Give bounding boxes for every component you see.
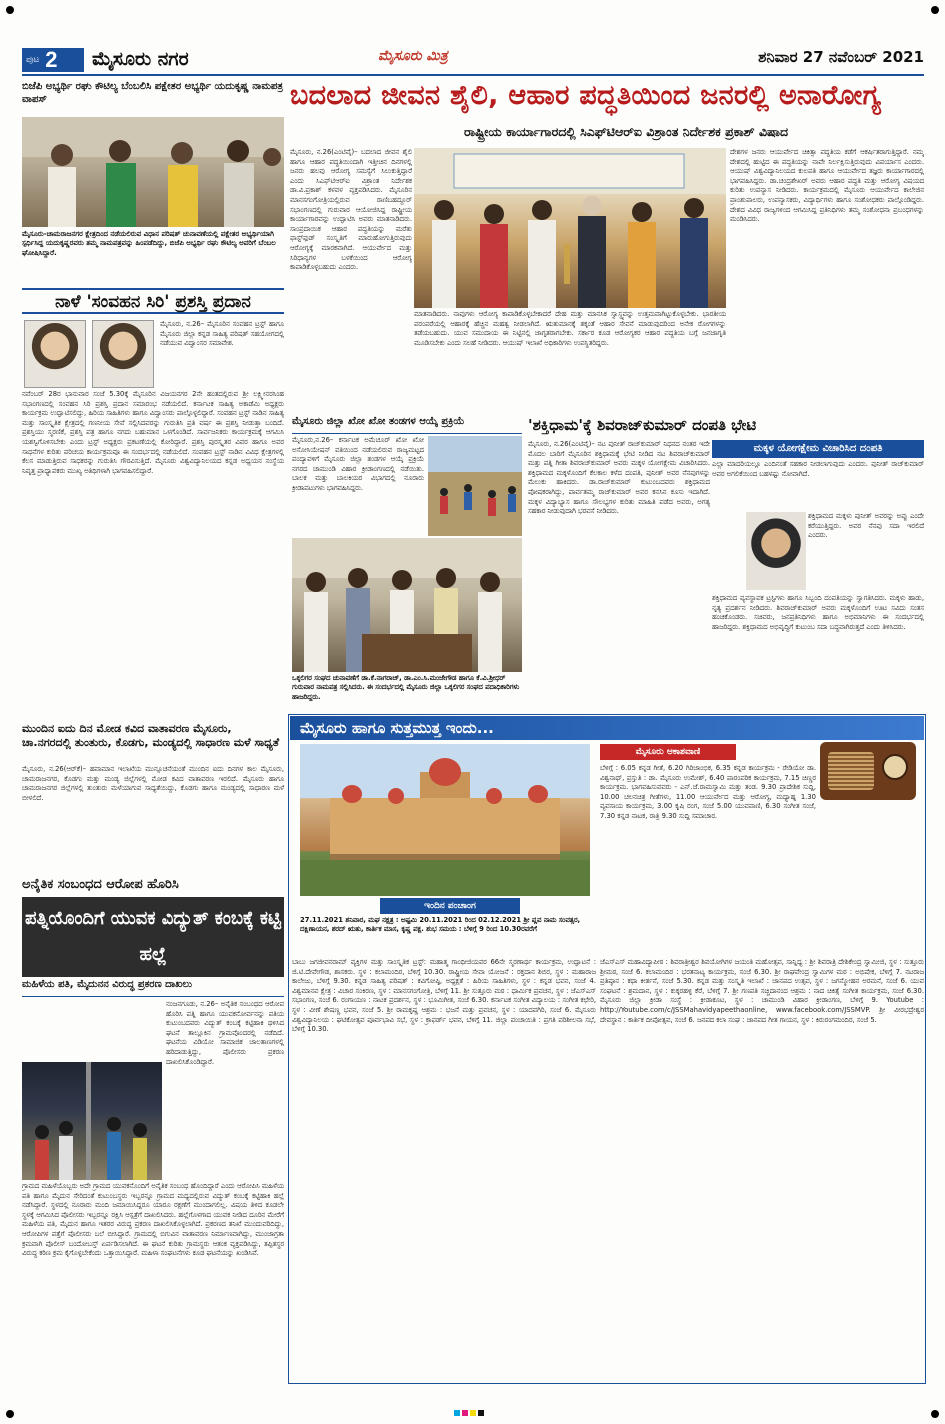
photo-players-icon xyxy=(428,436,522,536)
weather-article-text: ಮೈಸೂರು, ನ.26(ಆರ್‌ಕೆ)– ಹವಾಮಾನ ಇಲಾಖೆಯ ಮುನ್ಸೂಚನೆಯಂತೆ ಮುಂದಿನ ಐದು ದಿನಗಳ ಕಾಲ ಮೈಸೂರು, ಚಾಮರಾಜನಗರ, ಕೊಡಗು ಮತ್ತು ಮಂಡ್ಯ ಜಿಲ್ಲೆಗಳಲ್ಲಿ ಮೋಡ ಕವಿದ ವಾತಾವರಣ ಇರಲಿದೆ. ಮೈಸೂರು ಹಾಗೂ ಚಾಮರಾಜನಗರ ಜಿಲ್ಲೆಗಳಲ್ಲಿ ತುಂತುರು ಮಳೆಯಾಗುವ ಸಾಧ್ಯತೆಯಿದ್ದು, ಕೊಡಗು ಹಾಗೂ ಮಂಡ್ಯದಲ್ಲಿ ಸಾಧಾರಣ ಮಳೆ ಬೀಳಲಿದೆ. xyxy=(22,765,284,802)
page-label: ಪುಟ xyxy=(26,55,40,65)
weather-headline: ಮುಂದಿನ ಐದು ದಿನ ಮೋಡ ಕವಿದ ವಾತಾವರಣ ಮೈಸೂರು, ಚಾ.ನಗರದಲ್ಲಿ ತುಂತುರು, ಕೊಡಗು, ಮಂಡ್ಯದಲ್ಲಿ ಸಾಧಾರಣ ಮಳೆ ಸಾಧ್ಯತೆ xyxy=(22,722,280,749)
shaktidhama-headline: 'ಶಕ್ತಿಧಾಮ'ಕ್ಕೆ ಶಿವರಾಜ್‌ಕುಮಾರ್ ದಂಪತಿ ಭೇಟಿ xyxy=(528,416,757,434)
shaktidhama-article-col3: ಶಕ್ತಿಧಾಮದ ಮಕ್ಕಳು ಪುನೀತ್ ಅವರನ್ನು ಅಪ್ಪು ಎಂದೇ ಕರೆಯುತ್ತಿದ್ದರು. ಅವರ ನೆನಪು ಸದಾ ಇರಲಿದೆ ಎಂದರು. xyxy=(808,512,924,540)
news-photo-sports-ground xyxy=(428,436,522,536)
photo-crowd-icon xyxy=(22,1062,162,1180)
mysore-today-banner: ಮೈಸೂರು ಹಾಗೂ ಸುತ್ತಮುತ್ತ ಇಂದು... xyxy=(290,716,924,740)
shaktidhama-article-col2: ಎಲ್ಲಾ ಮಾದರಿಯಲ್ಲೂ ಎಂದಿನಂತೆ ಸಹಕಾರ ನೀಡಲಾಗುವುದು ಎಂದರು. ಪುನೀತ್ ರಾಜ್‌ಕುಮಾರ್ ಅವರ ಅಗಲಿಕೆಯಿಂದ ಬಹಳಷ್ಟು ನೋವಾಗಿದೆ. xyxy=(712,460,924,478)
paper-name: ಮೈಸೂರು ಮಿತ್ರ xyxy=(378,48,448,64)
panchanga-title: ಇಂದಿನ ಪಂಚಾಂಗ xyxy=(380,898,520,914)
events-listing-col2: ಜೆಎಸ್‌ಎಸ್ ಮಹಾವಿದ್ಯಾಪೀಠ : ಶಿವರಾತ್ರೀಶ್ವರ ಶಿವಯೋಗಿಗಳ ಜಯಂತಿ ಮಹೋತ್ಸವ, ಸಾನ್ನಿಧ್ಯ : ಶ್ರೀ ಶಿವರಾತ್ರಿ ದೇಶಿಕೇಂದ್ರ ಸ್ವಾಮೀಜಿ, ಸ್ಥಳ : ಸುತ್ತೂರು ಶ್ರೀಮಠ, ಸಂಜೆ 6. ಕಲಾಮಂದಿರ : ಭರತನಾಟ್ಯ ಕಾರ್ಯಕ್ರಮ, ಸಂಜೆ 6.30. ಶ್ರೀ ರಾಘವೇಂದ್ರ ಸ್ವಾಮಿಗಳ ಮಠ : ಅಭಿಷೇಕ, ಬೆಳಿಗ್ಗೆ 7. ನಟರಾಜ ಪ್ರತಿಷ್ಠಾನ : ಕಥಾ ಕೀರ್ತನೆ, ಸಂಜೆ 5.30. ಕನ್ನಡ ಮತ್ತು ಸಂಸ್ಕೃತಿ ಇಲಾಖೆ : ಜಾನಪದ ಉತ್ಸವ, ಸ್ಥಳ : ಜಗನ್ಮೋಹನ ಅರಮನೆ, ಸಂಜೆ 6. ಯುವ ಸಂಘಟನೆ : ಶ್ರಮದಾನ, ಸ್ಥಳ : ಕುಕ್ಕರಹಳ್ಳಿ ಕೆರೆ, ಬೆಳಿಗ್ಗೆ 7. ಶ್ರೀ ಗಣಪತಿ ಸಚ್ಚಿದಾನಂದ ಆಶ್ರಮ : ನಾದ ಚಿಕಿತ್ಸೆ ಸಂಗೀತ ಕಾರ್ಯಕ್ರಮ, ಸಂಜೆ 6.30. ಮೈಸೂರು ಜಿಲ್ಲಾ ಕ್ರೀಡಾ ಸಂಸ್ಥೆ : ಕ್ರೀಡಾಕೂಟ, ಸ್ಥಳ : ಚಾಮುಂಡಿ ವಿಹಾರ ಕ್ರೀಡಾಂಗಣ, ಬೆಳಿಗ್ಗೆ 9. Youtube : http://Youtube.com/c/JSSMahavidyapeethaonline, www.facebook.com/JSSMVP. ಶ್ರೀ ವೀರಭದ್ರೇಶ್ವರ ದೇವಸ್ಥಾನ : ಕಾರ್ತಿಕ ದೀಪೋತ್ಸವ, ಸಂಜೆ 6. ಜನಪದ ಕಲಾ ಸಂಘ : ಜಾನಪದ ಗೀತ ಗಾಯನ, ಸ್ಥಳ : ಕಿರುರಂಗಮಂದಿರ, ಸಂಜೆ 5. xyxy=(600,958,924,1024)
events-listing-col1: ಬಾಬು ಜಗಜೀವನರಾಮ್ ವ್ಯಕ್ತಿಗಳ ಮತ್ತು ಸಾಂಸ್ಕೃತಿಕ ಟ್ರಸ್ಟ್: ಮಹಾತ್ಮ ಗಾಂಧೀಜಿಯವರ 66ನೇ ಸ್ಮರಣಾರ್ಥ ಕಾರ್ಯಕ್ರಮ, ಉದ್ಘಾಟನೆ : ಜಿ.ಟಿ.ದೇವೇಗೌಡ, ಶಾಸಕರು. ಸ್ಥಳ : ಕಲಾಮಂದಿರ, ಬೆಳಿಗ್ಗೆ 10.30. ರಾಷ್ಟ್ರೀಯ ಸೇವಾ ಯೋಜನೆ : ರಕ್ತದಾನ ಶಿಬಿರ, ಸ್ಥಳ : ಮಹಾರಾಜ ಕಾಲೇಜು, ಬೆಳಿಗ್ಗೆ 9.30. ಕನ್ನಡ ಸಾಹಿತ್ಯ ಪರಿಷತ್ : ಕವಿಗೋಷ್ಠಿ, ಅಧ್ಯಕ್ಷತೆ : ಹಿರಿಯ ಸಾಹಿತಿಗಳು, ಸ್ಥಳ : ಕನ್ನಡ ಭವನ, ಸಂಜೆ 4. ವಿಶ್ವಮಾನವ ಕ್ಷೇತ್ರ : ವಿಚಾರ ಸಂಕಿರಣ, ಸ್ಥಳ : ಮಾನಸಗಂಗೋತ್ರಿ, ಬೆಳಿಗ್ಗೆ 11. ಶ್ರೀ ಸುತ್ತೂರು ಮಠ : ಧಾರ್ಮಿಕ ಪ್ರವಚನ, ಸ್ಥಳ : ಜೆಎಸ್‌ಎಸ್ ಸಭಾಂಗಣ, ಸಂಜೆ 6. ರಂಗಾಯಣ : ನಾಟಕ ಪ್ರದರ್ಶನ, ಸ್ಥಳ : ಭೂಮಿಗೀತ, ಸಂಜೆ 6.30. ಕರ್ನಾಟಕ ಸಂಗೀತ ವಿದ್ಯಾಲಯ : ಸಂಗೀತ ಕಛೇರಿ, ಸ್ಥಳ : ವೀಣೆ ಶೇಷಣ್ಣ ಭವನ, ಸಂಜೆ 5. ಶ್ರೀ ರಾಮಕೃಷ್ಣ ಆಶ್ರಮ : ಭಜನೆ ಮತ್ತು ಪ್ರವಚನ, ಸ್ಥಳ : ಯಾದವಗಿರಿ, ಸಂಜೆ 6. ಮೈಸೂರು ವಿಶ್ವವಿದ್ಯಾನಿಲಯ : ಘಟಿಕೋತ್ಸವ ಪೂರ್ವಭಾವಿ ಸಭೆ, ಸ್ಥಳ : ಕ್ರಾಫರ್ಡ್ ಭವನ, ಬೆಳಿಗ್ಗೆ 11. ಜಿಲ್ಲಾ ಪಂಚಾಯಿತಿ : ಪ್ರಗತಿ ಪರಿಶೀಲನಾ ಸಭೆ, ಬೆಳಿಗ್ಗೆ 10.30. xyxy=(292,958,596,1034)
portrait-photo-actor xyxy=(746,512,806,590)
page-number: 2 xyxy=(45,47,58,72)
shaktidhama-article-col1: ಮೈಸೂರು, ನ.26(ಎಂಟಿವೈ)– ನಟ ಪುನೀತ್ ರಾಜ್‌ಕುಮಾರ್ ನಿಧನದ ನಂತರ ಇದೇ ಮೊದಲ ಬಾರಿಗೆ ಮೈಸೂರಿನ ಶಕ್ತಿಧಾಮಕ್ಕೆ ಭೇಟಿ ನೀಡಿದ ನಟ ಶಿವರಾಜ್‌ಕುಮಾರ್ ಮತ್ತು ಪತ್ನಿ ಗೀತಾ ಶಿವರಾಜ್‌ಕುಮಾರ್ ಅವರು ಮಕ್ಕಳ ಯೋಗಕ್ಷೇಮ ವಿಚಾರಿಸಿದರು. ಶಕ್ತಿಧಾಮದ ಮಕ್ಕಳೊಂದಿಗೆ ಕೆಲಕಾಲ ಕಳೆದ ದಂಪತಿ, ಪುನೀತ್ ಅವರ ನೆನಪುಗಳನ್ನು ಮೆಲುಕು ಹಾಕಿದರು. ಡಾ.ರಾಜ್‌ಕುಮಾರ್ ಕುಟುಂಬದವರು ಶಕ್ತಿಧಾಮದ ಪೋಷಕರಾಗಿದ್ದು, ಪಾರ್ವತಮ್ಮ ರಾಜ್‌ಕುಮಾರ್ ಅವರ ಕನಸಿನ ಕೂಸು ಇದಾಗಿದೆ. ಮಕ್ಕಳ ವಿದ್ಯಾಭ್ಯಾಸ ಹಾಗೂ ಸೌಲಭ್ಯಗಳ ಕುರಿತು ಮಾಹಿತಿ ಪಡೆದ ಅವರು, ಅಗತ್ಯ ಸಹಕಾರ ನೀಡುವುದಾಗಿ ಭರವಸೆ ನೀಡಿದರು. xyxy=(528,440,710,516)
cmyk-mark-black xyxy=(478,1410,484,1416)
photo-dignitaries-icon xyxy=(414,148,726,308)
main-headline: ಬದಲಾದ ಜೀವನ ಶೈಲಿ, ಆಹಾರ ಪದ್ಧತಿಯಿಂದ ಜನರಲ್ಲಿ ಅನಾರೋಗ್ಯ xyxy=(290,80,882,111)
radio-schedule-text: ಬೆಳಿಗ್ಗೆ : 6.05 ಕನ್ನಡ ಗೀತೆ, 6.20 ಗಿರಿಜಾಂಭಿಕ, 6.35 ಕನ್ನಡ ಕಾರ್ಯಕ್ರಮ - ರೇಡಿಯೋ ಡಾ. ವಿಶ್ವನಾಥ್, ಪ್ರಸ್ತುತಿ : ಡಾ. ಮೈಸೂರು ಉಮೇಶ್, 6.40 ಪಾರಂಪರಿಕ ಕಾರ್ಯಕ್ರಮ, 7.15 ಚಿಣ್ಣರ ಕಾರ್ಯಕ್ರಮ. ಭಾಗವಹಿಸುವವರು - ಎನ್.ಜೆ.ರಾಮಸ್ವಾಮಿ ಮತ್ತು ತಂಡ. 9.30 ಪ್ರಾದೇಶಿಕ ಸುದ್ದಿ, 10.00 ಚಲನಚಿತ್ರ ಗೀತೆಗಳು, 11.00 ಆಯುರ್ವೇದ ಮತ್ತು ಆರೋಗ್ಯ, ಮಧ್ಯಾಹ್ನ 1.30 ವ್ಯವಸಾಯ ಕಾರ್ಯಕ್ರಮ, 3.00 ಕೃಷಿ ರಂಗ, ಸಂಜೆ 5.00 ಯುವವಾಣಿ, 6.30 ಸಂಗೀತ ಸಂಜೆ, 7.30 ಕನ್ನಡ ನಾಟಕ, ರಾತ್ರಿ 9.30 ಸುದ್ದಿ ಸಮಾಚಾರ. xyxy=(600,764,816,820)
assault-article-text: ಗ್ರಾಮದ ಮಹಿಳೆಯೊಬ್ಬರು ಅದೇ ಗ್ರಾಮದ ಯುವಕನೊಂದಿಗೆ ಅನೈತಿಕ ಸಂಬಂಧ ಹೊಂದಿದ್ದಾರೆ ಎಂದು ಆರೋಪಿಸಿ ಮಹಿಳೆಯ ಪತಿ ಹಾಗೂ ಮೈದುನ ಸೇರಿದಂತೆ ಕುಟುಂಬಸ್ಥರು ಇಬ್ಬರನ್ನೂ ಗ್ರಾಮದ ಮಧ್ಯದಲ್ಲಿರುವ ವಿದ್ಯುತ್ ಕಂಬಕ್ಕೆ ಕಟ್ಟಿಹಾಕಿ ಹಲ್ಲೆ ನಡೆಸಿದ್ದಾರೆ. ಸ್ಥಳದಲ್ಲಿ ನೂರಾರು ಮಂದಿ ಜಮಾಯಿಸಿದ್ದರೂ ಯಾರೂ ರಕ್ಷಣೆಗೆ ಮುಂದಾಗಲಿಲ್ಲ. ವಿಷಯ ತಿಳಿದ ಕೂಡಲೇ ಸ್ಥಳಕ್ಕೆ ಆಗಮಿಸಿದ ಪೊಲೀಸರು ಇಬ್ಬರನ್ನೂ ರಕ್ಷಿಸಿ ಆಸ್ಪತ್ರೆಗೆ ದಾಖಲಿಸಿದರು. ಹಲ್ಲೆಗೊಳಗಾದ ಯುವಕ ನೀಡಿದ ದೂರಿನ ಮೇರೆಗೆ ಮಹಿಳೆಯ ಪತಿ, ಮೈದುನ ಹಾಗೂ ಇತರರ ವಿರುದ್ಧ ಪ್ರಕರಣ ದಾಖಲಿಸಿಕೊಳ್ಳಲಾಗಿದೆ. ಪ್ರಕರಣದ ತನಿಖೆ ಮುಂದುವರಿದಿದ್ದು, ಆರೋಪಿಗಳ ಪತ್ತೆಗೆ ಪೊಲೀಸರು ಬಲೆ ಬೀಸಿದ್ದಾರೆ. ಗ್ರಾಮದಲ್ಲಿ ಬಿಗುವಿನ ವಾತಾವರಣ ನಿರ್ಮಾಣವಾಗಿದ್ದು, ಮುಂಜಾಗ್ರತಾ ಕ್ರಮವಾಗಿ ಪೊಲೀಸ್ ಬಂದೋಬಸ್ತ್ ಏರ್ಪಡಿಸಲಾಗಿದೆ. ಈ ಘಟನೆ ಕುರಿತು ಗ್ರಾಮಸ್ಥರು ಆತಂಕ ವ್ಯಕ್ತಪಡಿಸಿದ್ದು, ತಪ್ಪಿತಸ್ಥರ ವಿರುದ್ಧ ಕಠಿಣ ಕ್ರಮ ಕೈಗೊಳ್ಳಬೇಕೆಂದು ಒತ್ತಾಯಿಸಿದ್ದಾರೆ. ಮಹಿಳಾ ಸಂಘಟನೆಗಳು ಕೂಡ ಘಟನೆಯನ್ನು ಖಂಡಿಸಿವೆ. xyxy=(22,1182,284,1258)
photo-figures-icon xyxy=(22,117,284,227)
assault-kicker: ಅನೈತಿಕ ಸಂಬಂಧದ ಆರೋಪ ಹೊರಿಸಿ xyxy=(22,877,179,892)
news-photo-crowd xyxy=(22,1062,162,1180)
awards-article-text: ನವೆಂಬರ್ 28ರ ಭಾನುವಾರ ಸಂಜೆ 5.30ಕ್ಕೆ ಮೈಸೂರಿನ ವಿಜಯನಗರ 2ನೇ ಹಂತದಲ್ಲಿರುವ ಶ್ರೀ ಲಕ್ಷ್ಮೀನರಸಿಂಹ ಸಭಾಂಗಣದಲ್ಲಿ ಸಂವಹನ ಸಿರಿ ಪ್ರಶಸ್ತಿ ಪ್ರದಾನ ಸಮಾರಂಭ ನಡೆಯಲಿದೆ. ಕರ್ನಾಟಕ ಸಾಹಿತ್ಯ ಅಕಾಡೆಮಿ ಅಧ್ಯಕ್ಷರು ಕಾರ್ಯಕ್ರಮ ಉದ್ಘಾಟಿಸಲಿದ್ದು, ಹಿರಿಯ ಸಾಹಿತಿಗಳು ಹಾಗೂ ವಿದ್ವಾಂಸರು ಪಾಲ್ಗೊಳ್ಳಲಿದ್ದಾರೆ. ಸಂವಹನ ಟ್ರಸ್ಟ್ ನಾಡಿನ ಸಾಹಿತ್ಯ ಮತ್ತು ಸಾಂಸ್ಕೃತಿಕ ಕ್ಷೇತ್ರದಲ್ಲಿ ಗಣನೀಯ ಸೇವೆ ಸಲ್ಲಿಸಿದವರನ್ನು ಗುರುತಿಸಿ ಪ್ರತಿ ವರ್ಷ ಈ ಪ್ರಶಸ್ತಿ ನೀಡುತ್ತಾ ಬಂದಿದೆ. ಪ್ರಶಸ್ತಿಯು ಸ್ಮರಣಿಕೆ, ಪ್ರಶಸ್ತಿ ಪತ್ರ ಹಾಗೂ ನಗದು ಬಹುಮಾನ ಒಳಗೊಂಡಿದೆ. ಸಾರ್ವಜನಿಕರು ಕಾರ್ಯಕ್ರಮಕ್ಕೆ ಆಗಮಿಸಿ ಯಶಸ್ವಿಗೊಳಿಸಬೇಕು ಎಂದು ಟ್ರಸ್ಟ್ ಅಧ್ಯಕ್ಷರು ಪ್ರಕಟಣೆಯಲ್ಲಿ ಕೋರಿದ್ದಾರೆ. ಪ್ರಶಸ್ತಿ ಪುರಸ್ಕೃತರ ವಿವರ ಹಾಗೂ ಅವರ ಸಾಧನೆಗಳ ಕುರಿತು ಪರಿಚಯ ಕಾರ್ಯಕ್ರಮವೂ ಈ ಸಂದರ್ಭದಲ್ಲಿ ನಡೆಯಲಿದೆ. ಸಂವಹನ ಟ್ರಸ್ಟ್ ನಾಡಿನ ವಿವಿಧ ಕ್ಷೇತ್ರಗಳಲ್ಲಿ ಕೆಲಸ ಮಾಡುತ್ತಿರುವ ಸಾಧಕರನ್ನು ಗುರುತಿಸಿ ಗೌರವಿಸುತ್ತಿದೆ. ಮೈಸೂರು ವಿಶ್ವವಿದ್ಯಾನಿಲಯದ ಕನ್ನಡ ಅಧ್ಯಯನ ಸಂಸ್ಥೆಯ ನಿವೃತ್ತ ಪ್ರಾಧ್ಯಾಪಕರು ಮುಖ್ಯ ಅತಿಥಿಗಳಾಗಿ ಭಾಗವಹಿಸಲಿದ್ದಾರೆ. xyxy=(22,390,284,475)
dateline: ಶನಿವಾರ 27 ನವೆಂಬರ್ 2021 xyxy=(758,48,924,66)
palace-icon xyxy=(300,744,590,896)
khokho-article-text: ಮೈಸೂರು,ನ.26– ಕರ್ನಾಟಕ ಅಮೆಚೂರ್ ಖೋ ಖೋ ಅಸೋಸಿಯೇಷನ್ ವತಿಯಿಂದ ನಡೆಯಲಿರುವ ರಾಜ್ಯಮಟ್ಟದ ಪಂದ್ಯಾವಳಿಗೆ ಮೈಸೂರು ಜಿಲ್ಲಾ ತಂಡಗಳ ಆಯ್ಕೆ ಪ್ರಕ್ರಿಯೆ ನಗರದ ಚಾಮುಂಡಿ ವಿಹಾರ ಕ್ರೀಡಾಂಗಣದಲ್ಲಿ ನಡೆಯಿತು. ಬಾಲಕ ಮತ್ತು ಬಾಲಕಿಯರ ವಿಭಾಗದಲ್ಲಿ ನೂರಾರು ಕ್ರೀಡಾಪಟುಗಳು ಭಾಗವಹಿಸಿದ್ದರು. xyxy=(292,436,424,492)
radio-icon xyxy=(820,742,916,800)
cmyk-mark-yellow xyxy=(470,1410,476,1416)
news-photo-workshop xyxy=(414,148,726,308)
khokho-headline: ಮೈಸೂರು ಜಿಲ್ಲಾ ಖೋ ಖೋ ತಂಡಗಳ ಆಯ್ಕೆ ಪ್ರಕ್ರಿಯೆ xyxy=(292,416,522,434)
cmyk-mark-magenta xyxy=(462,1410,468,1416)
registration-mark xyxy=(6,6,14,14)
registration-mark xyxy=(931,6,939,14)
main-article-col2: ಮಾತನಾಡಿದರು. ನಾವುಗಳು ಆರೋಗ್ಯ ಕಾಪಾಡಿಕೊಳ್ಳಬೇಕಾದರೆ ದೇಹ ಮತ್ತು ಮಾನಸಿಕ ಸ್ವಾಸ್ಥ್ಯವನ್ನು ಉತ್ತಮವಾಗಿಟ್ಟುಕೊಳ್ಳಬೇಕು. ಭಾರತೀಯ ಪರಂಪರೆಯಲ್ಲಿ ಆಹಾರಕ್ಕೆ ಹೆಚ್ಚಿನ ಮಹತ್ವ ನೀಡಲಾಗಿದೆ. ಋತುಮಾನಕ್ಕೆ ತಕ್ಕಂತೆ ಆಹಾರ ಸೇವನೆ ಮಾಡುವುದರಿಂದ ಅನೇಕ ರೋಗಗಳನ್ನು ತಡೆಯಬಹುದು. ಯುವ ಸಮುದಾಯ ಈ ನಿಟ್ಟಿನಲ್ಲಿ ಜಾಗೃತರಾಗಬೇಕು. ಸರ್ಕಾರ ಕೂಡ ಆರೋಗ್ಯಕರ ಆಹಾರ ಪದ್ಧತಿಯ ಬಗ್ಗೆ ಜನಜಾಗೃತಿ ಮೂಡಿಸಬೇಕು ಎಂದು ಸಲಹೆ ನೀಡಿದರು. ಆಯುಷ್ ಇಲಾಖೆ ಅಧಿಕಾರಿಗಳು ಉಪಸ್ಥಿತರಿದ್ದರು. xyxy=(414,310,726,347)
cmyk-mark-cyan xyxy=(454,1410,460,1416)
section-name: ಮೈಸೂರು ನಗರ xyxy=(92,48,189,70)
news-photo-candidates xyxy=(22,117,284,227)
main-article-col3: ದೇಶಗಳ ಜನರು ಆಯುರ್ವೇದ ಚಿಕಿತ್ಸಾ ಪದ್ಧತಿಯ ಕಡೆಗೆ ಆಕರ್ಷಿತರಾಗುತ್ತಿದ್ದಾರೆ. ನಮ್ಮ ದೇಶದಲ್ಲಿ ಹುಟ್ಟಿದ ಈ ಪದ್ಧತಿಯನ್ನು ನಾವೇ ನಿರ್ಲಕ್ಷಿಸುತ್ತಿರುವುದು ವಿಪರ್ಯಾಸ ಎಂದರು. ಆಯುಷ್ ವಿಶ್ವವಿದ್ಯಾನಿಲಯದ ಕುಲಪತಿ ಹಾಗೂ ಆಯುರ್ವೇದ ತಜ್ಞರು ಕಾರ್ಯಾಗಾರದಲ್ಲಿ ಭಾಗವಹಿಸಿದ್ದರು. ಡಾ.ಚಂದ್ರಶೇಖರ್ ಅವರು ಆಹಾರ ಪದ್ಧತಿ ಮತ್ತು ಆರೋಗ್ಯ ವಿಷಯದ ಕುರಿತು ಉಪನ್ಯಾಸ ನೀಡಿದರು. ಕಾರ್ಯಕ್ರಮದಲ್ಲಿ ಮೈಸೂರು ಆಯುರ್ವೇದ ಕಾಲೇಜಿನ ಪ್ರಾಂಶುಪಾಲರು, ಉಪನ್ಯಾಸಕರು, ವಿದ್ಯಾರ್ಥಿಗಳು ಹಾಗೂ ಸಂಶೋಧಕರು ಪಾಲ್ಗೊಂಡಿದ್ದರು. ದೇಶದ ವಿವಿಧ ರಾಜ್ಯಗಳಿಂದ ಆಗಮಿಸಿದ್ದ ಪ್ರತಿನಿಧಿಗಳು ತಮ್ಮ ಸಂಶೋಧನಾ ಪ್ರಬಂಧಗಳನ್ನು ಮಂಡಿಸಿದರು. xyxy=(730,148,924,224)
left-kicker-headline: ಬಿಜೆಪಿ ಅಭ್ಯರ್ಥಿ ರಘು ಕೌಟಿಲ್ಯ ಬೆಂಬಲಿಸಿ ಪಕ್ಷೇತರ ಅಭ್ಯರ್ಥಿ ಯದುಕೃಷ್ಣ ನಾಮಪತ್ರ ವಾಪಸ್ xyxy=(22,81,283,105)
radio-dial-icon xyxy=(882,754,908,780)
registration-mark xyxy=(931,1410,939,1418)
assault-headline: ಪತ್ನಿಯೊಂದಿಗೆ ಯುವಕ ವಿದ್ಯುತ್ ಕಂಬಕ್ಕೆ ಕಟ್ಟಿ ಹಲ್ಲೆ xyxy=(22,897,284,977)
main-article-col1: ಮೈಸೂರು, ನ.26(ಎಂಟಿವೈ)– ಬದಲಾದ ಜೀವನ ಶೈಲಿ ಹಾಗೂ ಆಹಾರ ಪದ್ಧತಿಯಿಂದಾಗಿ ಇತ್ತೀಚಿನ ದಿನಗಳಲ್ಲಿ ಜನರು ಹಲವು ಆರೋಗ್ಯ ಸಮಸ್ಯೆಗೆ ಸಿಲುಕುತ್ತಿದ್ದಾರೆ ಎಂದು ಸಿಎಫ್‌ಟಿಆರ್‌ಐ ವಿಶ್ರಾಂತ ನಿರ್ದೇಶಕ ಡಾ.ವಿ.ಪ್ರಕಾಶ್ ಕಳವಳ ವ್ಯಕ್ತಪಡಿಸಿದರು. ಮೈಸೂರಿನ ಮಾನಸಗಂಗೋತ್ರಿಯಲ್ಲಿರುವ ರಾಣಿಬಹದ್ದೂರ್ ಸಭಾಂಗಣದಲ್ಲಿ ಗುರುವಾರ ಆಯೋಜಿಸಿದ್ದ ರಾಷ್ಟ್ರೀಯ ಕಾರ್ಯಾಗಾರವನ್ನು ಉದ್ಘಾಟಿಸಿ ಅವರು ಮಾತನಾಡಿದರು. ಸಾಂಪ್ರದಾಯಿಕ ಆಹಾರ ಪದ್ಧತಿಯನ್ನು ಮರೆತು ಫಾಸ್ಟ್‌ಫುಡ್ ಸಂಸ್ಕೃತಿಗೆ ಮಾರುಹೋಗುತ್ತಿರುವುದು ಆರೋಗ್ಯಕ್ಕೆ ಮಾರಕವಾಗಿದೆ. ಆಯುರ್ವೇದ ಮತ್ತು ಸಿರಿಧಾನ್ಯಗಳ ಬಳಕೆಯಿಂದ ಆರೋಗ್ಯ ಕಾಪಾಡಿಕೊಳ್ಳಬಹುದು ಎಂದರು. xyxy=(290,148,412,272)
awards-headline: ನಾಳೆ 'ಸಂವಹನ ಸಿರಿ' ಪ್ರಶಸ್ತಿ ಪ್ರದಾನ xyxy=(22,288,284,314)
main-subheadline: ರಾಷ್ಟ್ರೀಯ ಕಾರ್ಯಾಗಾರದಲ್ಲಿ ಸಿಎಫ್‌ಟಿಆರ್‌ಐ ವಿಶ್ರಾಂತ ನಿರ್ದೇಶಕ ಪ್ರಕಾಶ್ ವಿಷಾದ xyxy=(463,124,789,139)
panchanga-text: 27.11.2021 ಶನಿವಾರ, ಮಘ ನಕ್ಷತ್ರ : ಅಷ್ಟಮಿ 20.11.2021 ರಿಂದ 02.12.2021 ಶ್ರೀ ಪ್ಲವ ನಾಮ ಸಂವತ್ಸರ, ದಕ್ಷಿಣಾಯನ, ಶರದ್ ಋತು, ಕಾರ್ತಿಕ ಮಾಸ, ಕೃಷ್ಣ ಪಕ್ಷ. ಶುಭ ಸಮಯ : ಬೆಳಿಗ್ಗೆ 9 ರಿಂದ 10.30ರವರೆಗೆ xyxy=(300,916,581,934)
photo-caption-candidates: ಮೈಸೂರು-ಚಾಮರಾಜನಗರ ಕ್ಷೇತ್ರದಿಂದ ನಡೆಯಲಿರುವ ವಿಧಾನ ಪರಿಷತ್ ಚುನಾವಣೆಯಲ್ಲಿ ಪಕ್ಷೇತರ ಅಭ್ಯರ್ಥಿಯಾಗಿ ಸ್ಪರ್ಧಿಸಿದ್ದ ಯದುಕೃಷ್ಣರವರು ತಮ್ಮ ನಾಮಪತ್ರವನ್ನು ಹಿಂಪಡೆದಿದ್ದು, ಬಿಜೆಪಿ ಅಭ್ಯರ್ಥಿ ರಘು ಕೌಟಿಲ್ಯ ಅವರಿಗೆ ಬೆಂಬಲ ಘೋಷಿಸಿದ್ದಾರೆ. xyxy=(22,230,276,257)
radio-grill-icon xyxy=(828,752,874,790)
shaktidhama-article-col4: ಶಕ್ತಿಧಾಮದ ವ್ಯವಸ್ಥಾಪಕ ಟ್ರಸ್ಟಿಗಳು ಹಾಗೂ ಸಿಬ್ಬಂದಿ ದಂಪತಿಯನ್ನು ಸ್ವಾಗತಿಸಿದರು. ಮಕ್ಕಳು ಹಾಡು, ನೃತ್ಯ ಪ್ರದರ್ಶನ ನೀಡಿದರು. ಶಿವರಾಜ್‌ಕುಮಾರ್ ಅವರು ಮಕ್ಕಳೊಂದಿಗೆ ಊಟ ಸವಿದು ಸಂತಸ ಹಂಚಿಕೊಂಡರು. ಸಚಿವರು, ಜನಪ್ರತಿನಿಧಿಗಳು ಹಾಗೂ ಅಭಿಮಾನಿಗಳು ಈ ಸಂದರ್ಭದಲ್ಲಿ ಹಾಜರಿದ್ದರು. ಶಕ್ತಿಧಾಮದ ಅಭಿವೃದ್ಧಿಗೆ ಕುಟುಂಬ ಸದಾ ಬದ್ಧವಾಗಿರುತ್ತದೆ ಎಂದು ತಿಳಿಸಿದರು. xyxy=(712,594,924,631)
masthead xyxy=(22,44,924,76)
awards-intro-text: ಮೈಸೂರು, ನ.26– ಮೈಸೂರಿನ ಸಂವಹನ ಟ್ರಸ್ಟ್ ಹಾಗೂ ಮೈಸೂರು ಜಿಲ್ಲಾ ಕನ್ನಡ ಸಾಹಿತ್ಯ ಪರಿಷತ್ ಸಹಯೋಗದಲ್ಲಿ ನಡೆಯುವ ವಿದ್ವಾಂಸರ ಸಮಾವೇಶ. xyxy=(160,320,284,348)
photo-caption-nomination: ಒಕ್ಕಲಿಗರ ಸಂಘದ ಚುನಾವಣೆಗೆ ಡಾ.ಕೆ.ನಾಗರಾಜ್, ಡಾ.ಎಂ.ಸಿ.ಮಂಜೇಗೌಡ ಹಾಗೂ ಕೆ.ವಿ.ಶ್ರೀಧರ್ ಗುರುವಾರ ನಾಮಪತ್ರ ಸಲ್ಲಿಸಿದರು. ಈ ಸಂದರ್ಭದಲ್ಲಿ ಮೈಸೂರು ಜಿಲ್ಲಾ ಒಕ್ಕಲಿಗರ ಸಂಘದ ಪದಾಧಿಕಾರಿಗಳು ಹಾಜರಿದ್ದರು. xyxy=(292,674,520,701)
radio-title: ಮೈಸೂರು ಆಕಾಶವಾಣಿ xyxy=(600,744,736,760)
page-number-box xyxy=(22,48,84,72)
assault-article-intro: ನಂಜನಗೂಡು, ನ.26– ಅನೈತಿಕ ಸಂಬಂಧದ ಆರೋಪ ಹೊರಿಸಿ ಪತ್ನಿ ಹಾಗೂ ಯುವಕನೋರ್ವನನ್ನು ಪತಿಯ ಕುಟುಂಬದವರು ವಿದ್ಯುತ್ ಕಂಬಕ್ಕೆ ಕಟ್ಟಿಹಾಕಿ ಥಳಿಸಿದ ಘಟನೆ ತಾಲ್ಲೂಕಿನ ಗ್ರಾಮವೊಂದರಲ್ಲಿ ನಡೆದಿದೆ. ಘಟನೆಯ ವಿಡಿಯೋ ಸಾಮಾಜಿಕ ಜಾಲತಾಣಗಳಲ್ಲಿ ಹರಿದಾಡುತ್ತಿದ್ದು, ಪೊಲೀಸರು ಪ್ರಕರಣ ದಾಖಲಿಸಿಕೊಂಡಿದ್ದಾರೆ. xyxy=(166,1000,284,1066)
mysore-palace-photo xyxy=(300,744,590,896)
shaktidhama-subhead: ಮಕ್ಕಳ ಯೋಗಕ್ಷೇಮ ವಿಚಾರಿಸಿದ ದಂಪತಿ xyxy=(712,440,924,458)
assault-subhead: ಮಹಿಳೆಯ ಪತಿ, ಮೈದುನನ ವಿರುದ್ಧ ಪ್ರಕರಣ ದಾಖಲು xyxy=(22,979,284,997)
portrait-photo-1 xyxy=(24,320,86,388)
portrait-photo-2 xyxy=(92,320,154,388)
news-photo-nomination xyxy=(292,538,522,672)
photo-nomination-icon xyxy=(292,538,522,672)
registration-mark xyxy=(6,1410,14,1418)
